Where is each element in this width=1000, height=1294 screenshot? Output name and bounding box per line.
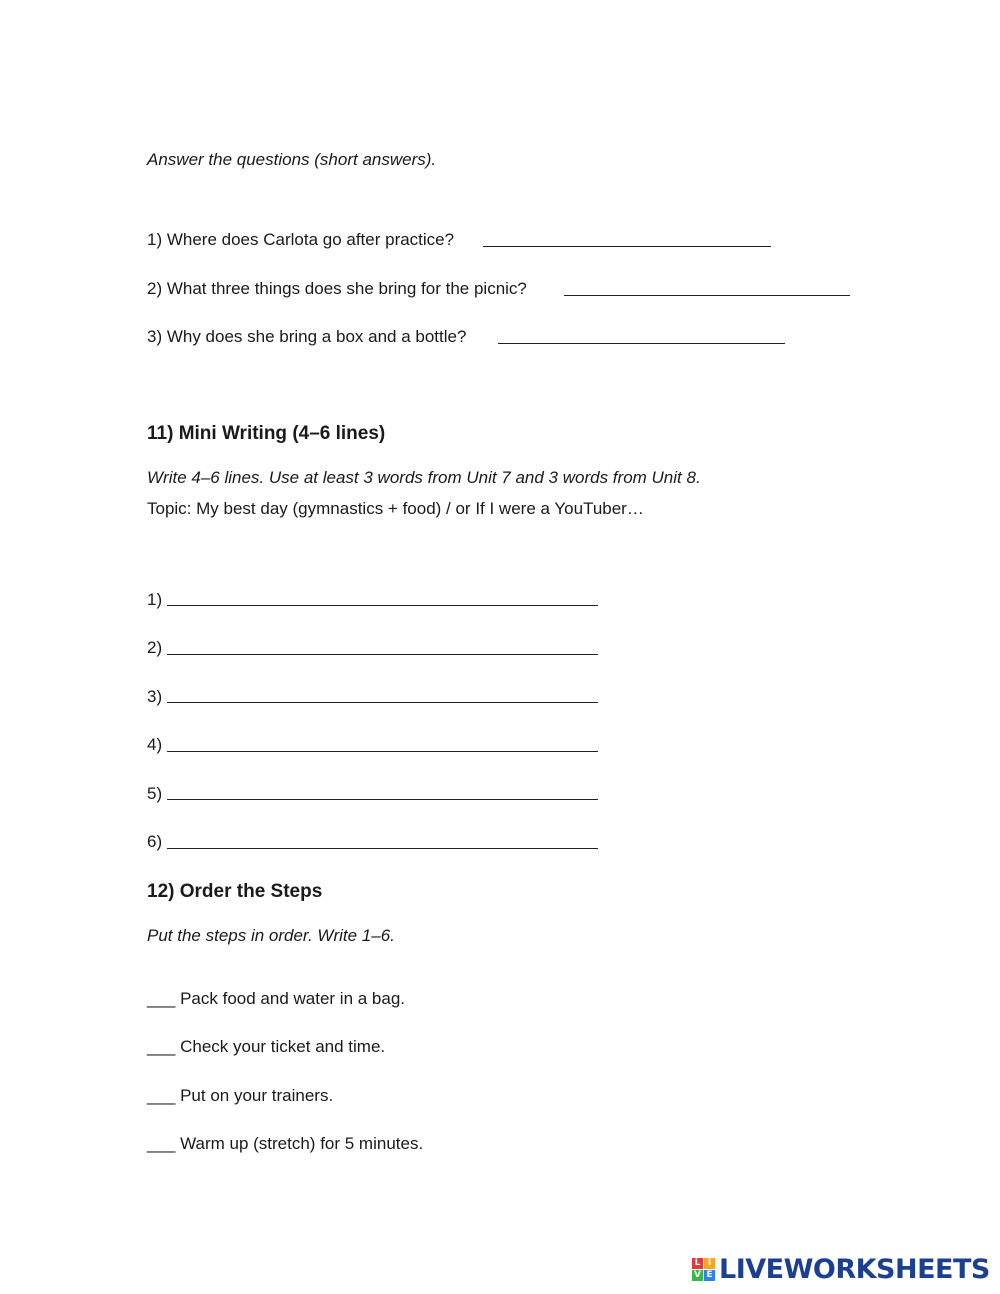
answer-2-field[interactable]	[564, 295, 850, 296]
writing-line-1-field[interactable]	[167, 605, 598, 606]
writing-line-label: 5)	[147, 784, 163, 803]
writing-line-3-field[interactable]	[167, 702, 598, 703]
writing-line-2-field[interactable]	[167, 654, 598, 655]
question-1: 1) Where does Carlota go after practice?	[147, 230, 455, 249]
writing-line-label: 2)	[147, 638, 163, 657]
question-3: 3) Why does she bring a box and a bottle?	[147, 327, 467, 346]
order-steps-heading: 12) Order the Steps	[147, 881, 323, 902]
step-item[interactable]: ___ Warm up (stretch) for 5 minutes.	[147, 1134, 424, 1153]
mini-writing-heading: 11) Mini Writing (4–6 lines)	[147, 423, 386, 444]
writing-line-label: 1)	[147, 590, 163, 609]
logo-mark-letter: I	[704, 1258, 715, 1269]
step-item[interactable]: ___ Pack food and water in a bag.	[147, 989, 406, 1008]
step-item[interactable]: ___ Check your ticket and time.	[147, 1037, 386, 1056]
reading-instruction: Answer the questions (short answers).	[147, 150, 437, 169]
answer-3-field[interactable]	[498, 343, 785, 344]
logo-mark-letter: V	[692, 1270, 703, 1281]
writing-line-4-field[interactable]	[167, 751, 598, 752]
answer-1-field[interactable]	[483, 246, 771, 247]
order-steps-instruction: Put the steps in order. Write 1–6.	[147, 926, 395, 945]
liveworksheets-logo	[692, 1252, 990, 1286]
logo-mark-letter: E	[704, 1270, 715, 1281]
writing-line-label: 6)	[147, 832, 163, 851]
step-item[interactable]: ___ Put on your trainers.	[147, 1086, 334, 1105]
logo-mark-letter: L	[692, 1258, 703, 1269]
writing-line-label: 3)	[147, 687, 163, 706]
mini-writing-instruction: Write 4–6 lines. Use at least 3 words from Unit 7 and 3 words from Unit 8.	[147, 468, 701, 487]
writing-line-6-field[interactable]	[167, 848, 598, 849]
logo-mark-icon	[692, 1258, 715, 1281]
mini-writing-topic: Topic: My best day (gymnastics + food) / or If I were a YouTuber…	[147, 499, 644, 518]
logo-text: LIVEWORKSHEETS	[719, 1253, 990, 1285]
question-2: 2) What three things does she bring for the picnic?	[147, 279, 527, 298]
writing-line-5-field[interactable]	[167, 799, 598, 800]
writing-line-label: 4)	[147, 735, 163, 754]
